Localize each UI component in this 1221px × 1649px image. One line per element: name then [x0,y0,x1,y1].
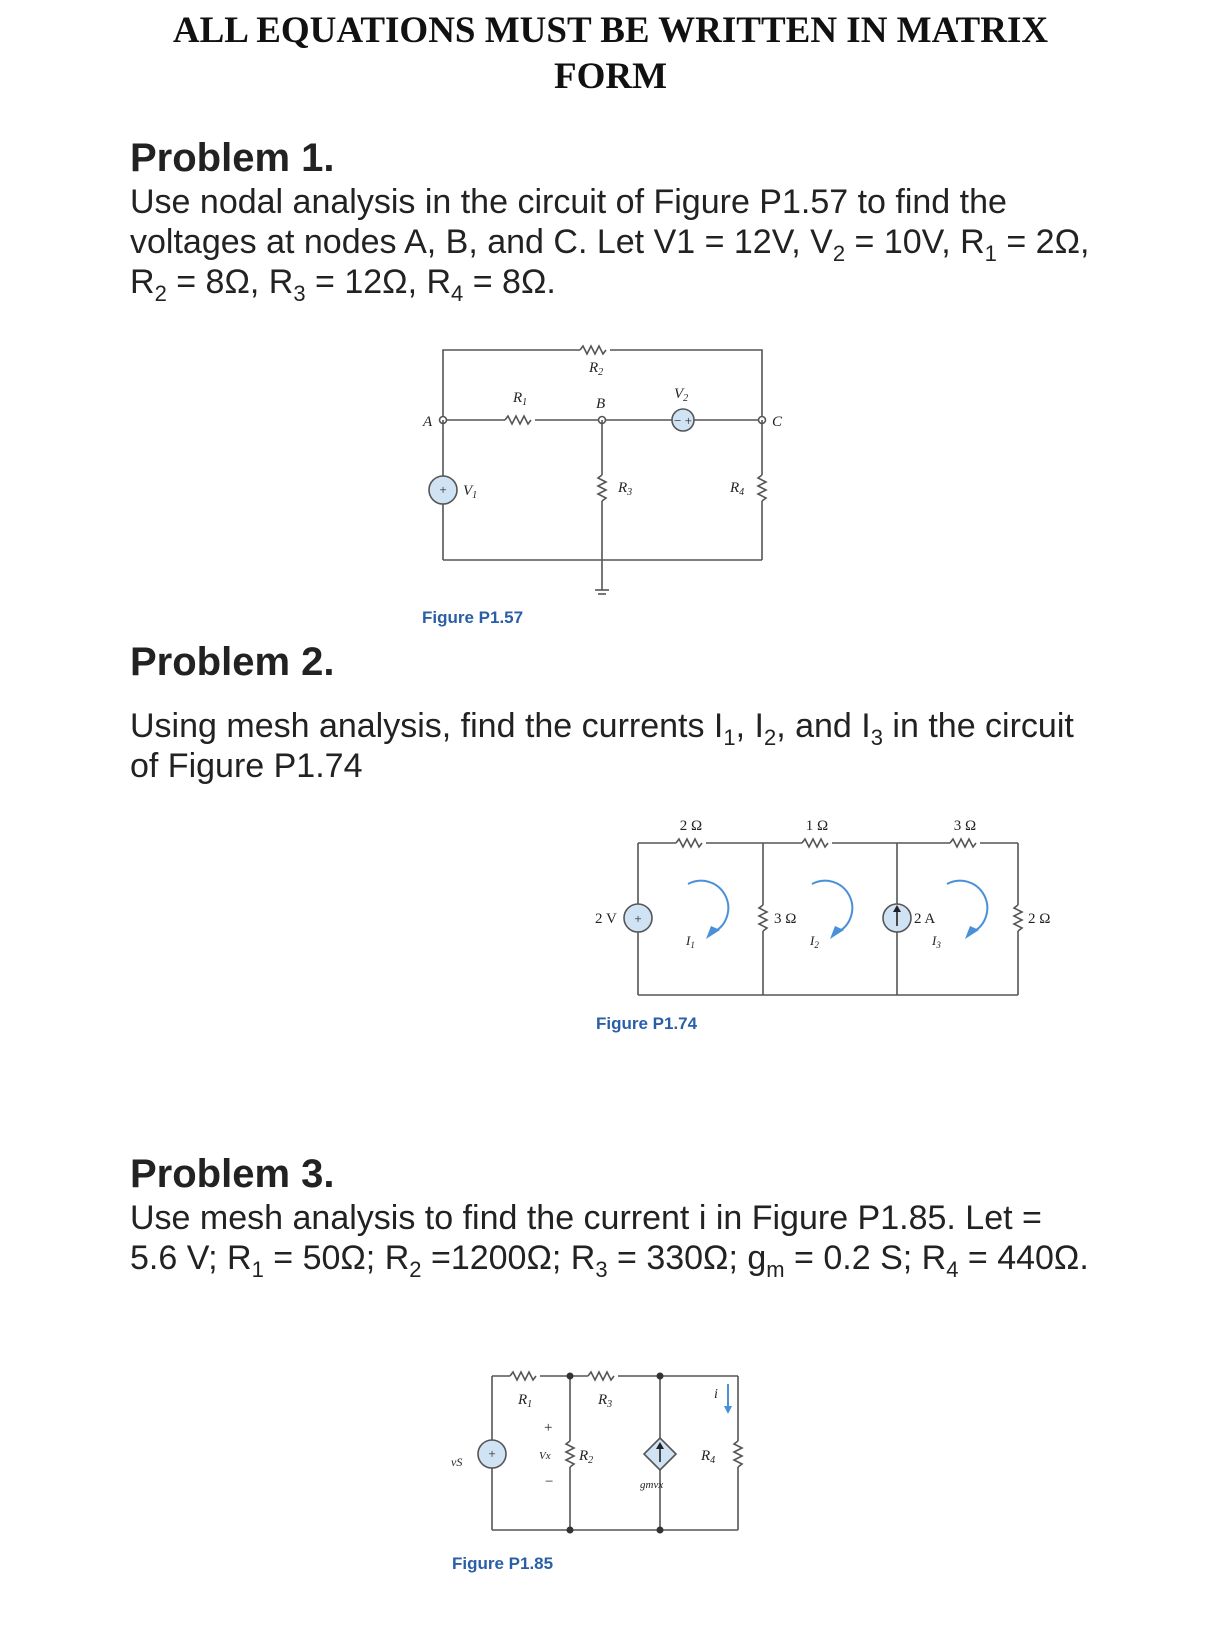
v2-polarity: − + [674,413,692,428]
caption-p1-85: Figure P1.85 [452,1554,554,1573]
label-r4: $R_4$ [730,480,745,498]
wire-left-top [443,350,580,420]
vx-minus: − [545,1474,554,1490]
resistor-r2 [580,346,606,354]
p1-text-d: = 8Ω, R [166,263,294,301]
node-85-1 [567,1373,574,1380]
node-85-4 [657,1527,664,1534]
label-mesh-i2: $I_2$ [810,933,819,950]
node-85-3 [567,1527,574,1534]
label-3ohm-mid: 3 Ω [774,911,797,927]
resistor-2ohm-top [676,839,702,847]
resistor-3ohm-top [950,839,976,847]
p2-sub-3: 3 [870,724,883,750]
p3-text-d: = 330Ω; g [607,1239,767,1277]
resistor-85-r2 [566,1441,574,1467]
label-85-r1: $R_1$ [518,1392,533,1410]
label-1ohm-top: 1 Ω [805,818,829,834]
figure-p1-74-arrowheads [706,905,979,939]
resistor-r3 [598,475,606,501]
resistor-85-r4 [734,1441,742,1467]
mesh-arrow-2 [812,881,852,932]
p3-sub-r1: 1 [251,1256,264,1282]
label-v2: $V_2$ [674,386,689,404]
header-line-1: ALL EQUATIONS MUST BE WRITTEN IN MATRIX [172,10,1049,51]
vx-plus: + [544,1420,553,1436]
p2-text-d: in the circuit of Figure P1.74 [130,707,1074,785]
p3-text-c: =1200Ω; R [421,1239,596,1277]
problem-2-text [130,706,1090,786]
header-line-2: FORM [553,56,668,97]
label-mesh-i1: $I_1$ [686,933,695,950]
label-85-r2: $R_2$ [579,1448,594,1466]
label-2ohm-top: 2 Ω [679,818,703,834]
label-85-vs: vS [451,1455,463,1469]
p1-text-e: = 12Ω, R [305,263,452,301]
current-i-arrowhead [724,1406,732,1414]
p1-sub-r2: 2 [154,280,167,306]
resistor-r1 [505,416,531,424]
label-85-gm: gmvx [640,1479,664,1491]
figure-p1-74-labels [595,818,1050,950]
p3-sub-gm: m [766,1256,785,1282]
resistor-r4 [758,475,766,501]
problem-3-title: Problem 3. [130,1152,335,1196]
p1-text-f: = 8Ω. [463,263,556,301]
p2-text-a: Using mesh analysis, find the currents I [130,707,724,745]
p2-sub-2: 2 [763,724,777,750]
p1-text-c: = 2Ω, R [130,223,1090,301]
node-85-2 [657,1373,664,1380]
p3-sub-r4: 4 [946,1256,959,1282]
label-85-vx: Vx [539,1450,551,1462]
label-r1: $R_1$ [513,390,528,408]
source-2v-polarity: + [634,911,642,926]
resistor-3ohm-mid [759,905,767,931]
p3-text-a: Use mesh analysis to find the current i in Figure P1.85. Let = 5.6 V; R [130,1199,1042,1277]
p1-text-a: Use nodal analysis in the circuit of Figure P1.57 to find the voltages at nodes A, B, and C. Let V1 = 12V, V [130,183,1007,261]
mesh-arrow-3 [947,881,987,932]
v1-polarity: + [439,482,447,497]
resistor-85-r3 [588,1372,614,1380]
problem-3-text [130,1198,1090,1282]
resistor-2ohm-right [1014,905,1022,931]
figure-p1-74 [624,839,1022,995]
problem-1-title: Problem 1. [130,136,335,180]
p1-sub-r4: 4 [451,280,464,306]
resistor-85-r1 [510,1372,536,1380]
p1-sub-r1: 1 [984,240,997,266]
label-85-r4: $R_4$ [701,1448,716,1466]
mesh-arrowhead-1 [706,926,720,939]
label-r3: $R_3$ [618,480,633,498]
label-v1: $V_1$ [463,483,478,501]
p3-text-e: = 0.2 S; R [784,1239,947,1277]
p3-text-f: = 440Ω. [958,1239,1089,1277]
p2-sub-1: 1 [723,724,736,750]
mesh-arrow-1 [688,881,728,932]
p3-sub-r2: 2 [409,1256,422,1282]
label-node-c: C [772,414,783,430]
label-85-r3: $R_3$ [598,1392,613,1410]
mesh-arrowhead-2 [830,926,844,939]
resistor-1ohm-top [802,839,828,847]
vs-polarity: + [488,1446,496,1461]
label-node-b: B [596,396,606,412]
label-85-i: i [714,1387,718,1402]
label-mesh-i3: $I_3$ [932,933,941,950]
label-2a: 2 A [914,911,936,927]
label-2v: 2 V [595,911,617,927]
p1-text-b: = 10V, R [845,223,985,261]
label-node-a: A [423,414,433,430]
figure-p1-57 [429,346,766,594]
p2-text-c: , and I [776,707,871,745]
label-2ohm-right: 2 Ω [1028,911,1051,927]
figure-p1-85-labels [451,1387,718,1491]
problem-2-title: Problem 2. [130,640,335,684]
caption-p1-74: Figure P1.74 [596,1014,698,1033]
p3-sub-r3: 3 [595,1256,608,1282]
p1-sub-v2: 2 [832,240,846,266]
mesh-arrowhead-3 [965,926,979,939]
p3-text-b: = 50Ω; R [263,1239,410,1277]
label-r2: $R_2$ [589,360,604,378]
label-3ohm-top: 3 Ω [953,818,977,834]
caption-p1-57: Figure P1.57 [422,608,524,627]
p2-text-b: , I [735,707,764,745]
p1-sub-r3: 3 [293,280,306,306]
